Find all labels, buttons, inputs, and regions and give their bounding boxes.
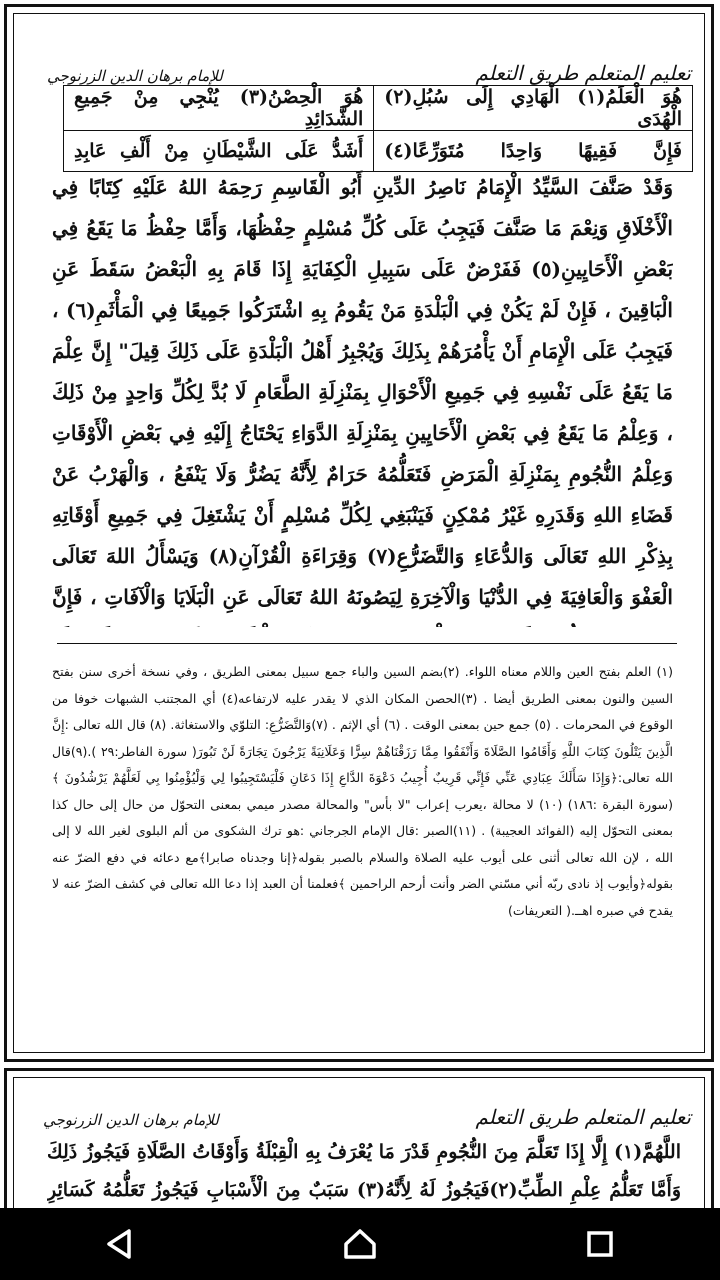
author-name: للإمام برهان الدين الزرنوجي (47, 67, 223, 85)
home-icon (342, 1227, 378, 1261)
footnotes-text: (١) العلم بفتح العين واللام معناه اللواء. (٢)بضم السين والباء جمع سبيل بمعنى الطريق ، وفي نسخة أخرى سنن بفتح السين والنون بمعنى الطريق أيضا . (٣)الحصن المكان الذي لا يقدر عليه لارتفاعه(٤) أي المجتنب الشبهات خوفا من الوقوع في المحرمات . (٥) جمع حين بمعنى الوقت . (٦) أي الإثم . (٧)وَالتَّضَرُّعِ: التلوّي والاستغاثة. (٨) قال الله تعالى :إِنَّ الَّذِينَ يَتْلُونَ كِتَابَ اللَّهِ وَأَقَامُوا الصَّلَاةَ وَأَنْفَقُوا مِمَّا رَزَقْنَاهُمْ سِرًّا وَعَلَانِيَةً يَرْجُونَ تِجَارَةً لَنْ تَبُورَ( سورة الفاطر:٢٩ ).(٩)قال الله تعالى:﴿وَإِذَا سَأَلَكَ عِبَادِي عَنِّي فَإِنِّي قَرِيبٌ أُجِيبُ دَعْوَةَ الدَّاعِ إِذَا دَعَانِ فَلْيَسْتَجِيبُوا لِي وَلْيُؤْمِنُوا بِي لَعَلَّهُمْ يَرْشُدُونَ ﴾ (سورة البقرة :١٨٦) (١٠) لا محالة ،يعرب إعراب "لا بأس" والمحالة مصدر ميمي بمعنى التحوّل من حال إلى حال كذا بمعنى التحوّل إليه (الفوائد العجيبة) . (١١)الصبر :قال الإمام الجرجاني :هو ترك الشكوى من ألم البلوى لغير الله لا إلى الله ، لإن الله تعالى أثنى على أيوب عليه الصلاة والسلام بالصبر بقوله﴿إنا وجدناه صابرا﴾مع دعائه في دفع الضرّ عنه بقوله﴿وأيوب إذ نادى ربّه أني مسّني الضر وأنت أرحم الراحمين ﴾فعلمنا أن العبد إذا دعا الله تعالى في كشف الضرّ عنه لا يقدح في صبره اهــ.( التعريفات) (52, 664, 673, 918)
android-navigation-bar (0, 1208, 720, 1280)
page-header (47, 45, 691, 85)
main-body-text: اللَّهُمَّ(١) إِلَّا إِذَا تَعَلَّمَ مِنَ النُّجُومِ قَدْرَ مَا يُعْرَفُ بِهِ الْقِبْلَةُ وَأَوْقَاتُ الصَّلَاةِ فَيَجُوزُ ذَلِكَ وَأَمَّا تَعَلُّمُ عِلْمِ الطِّبِّ(٢)فَيَجُوزُ لَهُ لِأَنَّهُ(٣) سَبَبٌ مِنَ الْأَسْبَابِ فَيَجُوزُ تَعَلُّمُهُ كَسَائِرِ (47, 1141, 681, 1201)
back-triangle-icon (103, 1227, 137, 1261)
poem-verses-table (63, 85, 693, 172)
book-page-1 (4, 4, 714, 1062)
author-name: للإمام برهان الدين الزرنوجي (43, 1111, 219, 1129)
book-title: تعليم المتعلم طريق التعلم (475, 61, 691, 85)
verse-hemistich: هُوَ الْعَلَمُ(١) الْهَادِي إِلَى سُبُلِ(٢) الْهُدَى (374, 86, 693, 131)
verse-row (64, 86, 693, 131)
home-button[interactable] (320, 1214, 400, 1274)
verse-hemistich: هُوَ الْحِصْنُ(٣) يُنْجِي مِنْ جَمِيعِ الشَّدَائِدِ (64, 86, 374, 131)
book-page-2 (4, 1068, 714, 1218)
footnote-divider (57, 643, 677, 644)
recents-button[interactable] (560, 1214, 640, 1274)
main-body-text: وَقَدْ صَنَّفَ السَّيِّدُ الْإِمَامُ نَاصِرُ الدِّينِ أَبُو الْقَاسِمِ رَحِمَهُ اللهُ عَلَيْهِ كِتَابًا فِي الْأَخْلَاقِ وَنِعْمَ مَا صَنَّفَ فَيَجِبُ عَلَى كُلِّ مُسْلِمٍ حِفْظُهَا، وَأَمَّا حِفْظُ مَا يَقَعُ فِي بَعْضِ الْأَحَايِينِ(٥) فَفَرْضٌ عَلَى سَبِيلِ الْكِفَايَةِ إِذَا قَامَ بِهِ الْبَعْضُ سَقَطَ عَنِ الْبَاقِينَ ، فَإِنْ لَمْ يَكُنْ فِي الْبَلْدَةِ مَنْ يَقُومُ بِهِ اشْتَرَكُوا جَمِيعًا فِي الْمَأْثَمِ(٦) ، فَيَجِبُ عَلَى الْإِمَامِ أَنْ يَأْمُرَهُمْ بِذَلِكَ وَيُجْبِرُ أَهْلُ الْبَلْدَةِ عَلَى ذَلِكَ قِيلَ" إِنَّ عِلْمَ مَا يَقَعُ عَلَى نَفْسِهِ فِي جَمِيعِ الْأَحْوَالِ بِمَنْزِلَةِ الطَّعَامِ لَا بُدَّ لِكُلِّ وَاحِدٍ مِنْ ذَلِكَ ، وَعِلْمُ مَا يَقَعُ فِي بَعْضِ الْأَحَايِينِ بِمَنْزِلَةِ الدَّوَاءِ يَحْتَاجُ إِلَيْهِ فِي بَعْضِ الْأَوْقَاتِ وَعِلْمُ النُّجُومِ بِمَنْزِلَةِ الْمَرَضِ فَتَعَلُّمُهُ حَرَامٌ لِأَنَّهُ يَضُرُّ وَلَا يَنْفَعُ ، وَالْهَرْبُ عَنْ قَضَاءِ اللهِ وَقَدَرِهِ غَيْرُ مُمْكِنٍ فَيَنْبَغِي لِكُلِّ مُسْلِمٍ أَنْ يَشْتَغِلَ فِي جَمِيعِ أَوْقَاتِهِ بِذِكْرِ اللهِ تَعَالَى وَالدُّعَاءِ وَالتَّضَرُّعِ(٧) وَقِرَاءَةِ الْقُرْآنِ(٨) وَيَسْأَلُ اللهَ تَعَالَى الْعَفْوَ وَالْعَافِيَةَ فِي الدُّنْيَا وَالْآخِرَةِ لِيَصُونَهُ اللهُ تَعَالَى عَنِ الْبَلَايَا وَالْآفَاتِ ، فَإِنَّ (52, 175, 673, 609)
verse-hemistich: أَشَدُّ عَلَى الشَّيْطَانِ مِنْ أَلْفِ عَابِدِ (64, 131, 374, 172)
book-title: تعليم المتعلم طريق التعلم (475, 1105, 691, 1129)
back-button[interactable] (80, 1214, 160, 1274)
recents-square-icon (584, 1228, 616, 1260)
verse-hemistich: فَإِنَّ فَقِيهًا وَاحِدًا مُتَوَرِّعًا(٤) (374, 131, 693, 172)
verse-row (64, 131, 693, 172)
page-header (43, 1093, 691, 1129)
